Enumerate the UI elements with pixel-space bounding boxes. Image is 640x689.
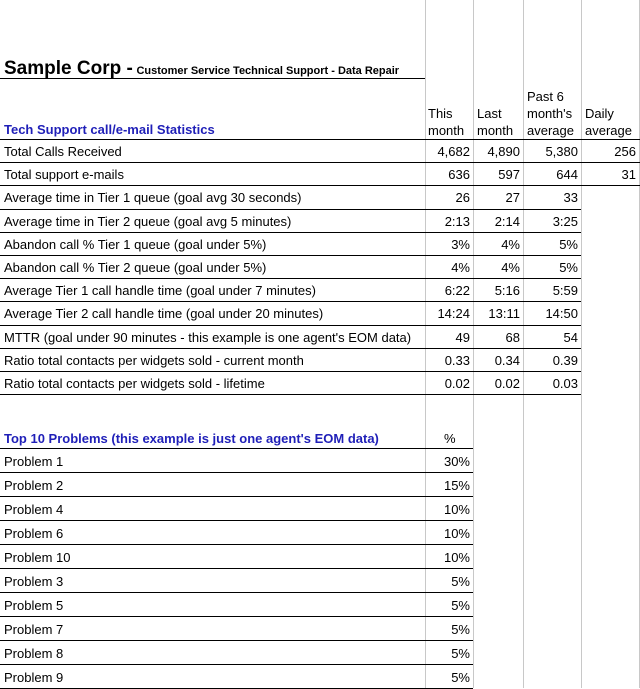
value-cell-last: 5:16	[494, 283, 520, 299]
stats-heading: Tech Support call/e-mail Statistics	[4, 122, 215, 137]
value-cell-past6: 33	[563, 190, 578, 206]
row-divider	[0, 568, 473, 569]
row-label: Abandon call % Tier 2 queue (goal under 5%)	[4, 260, 267, 275]
value-cell-past6: 644	[556, 167, 578, 183]
row-divider	[0, 209, 581, 210]
problem-pct: 15%	[443, 478, 470, 493]
problem-label: Problem 2	[4, 478, 64, 493]
value-cell-this: 0.02	[444, 376, 470, 391]
value-cell-last: 597	[498, 167, 520, 183]
problem-label: Problem 7	[4, 622, 64, 637]
row-divider	[0, 162, 640, 163]
row-label: Total support e-mails	[4, 167, 124, 183]
problem-label: Problem 5	[4, 598, 64, 613]
row-divider	[0, 325, 581, 326]
value-cell-last: 68	[505, 329, 520, 345]
row-label: Ratio total contacts per widgets sold - lifetime	[4, 376, 265, 391]
problem-label: Problem 8	[4, 646, 64, 661]
row-divider	[0, 301, 581, 302]
col-header-last-month: Last month	[477, 106, 514, 138]
value-cell-this: 14:24	[437, 306, 470, 322]
row-label: Ratio total contacts per widgets sold - current month	[4, 352, 304, 368]
row-label: Abandon call % Tier 1 queue (goal under 5%)	[4, 236, 267, 252]
value-cell-past6: 5,380	[545, 144, 578, 159]
value-cell-last: 4%	[501, 236, 520, 252]
problem-pct: 5%	[451, 670, 470, 685]
value-cell-past6: 5:59	[552, 283, 578, 299]
row-divider	[0, 592, 473, 593]
title-underline	[0, 78, 425, 79]
row-label: Average time in Tier 1 queue (goal avg 30 seconds)	[4, 190, 302, 206]
value-cell-this: 3%	[451, 236, 470, 252]
problems-heading: Top 10 Problems (this example is just one agent's EOM data)	[4, 431, 379, 446]
value-cell-past6: 14:50	[545, 306, 578, 322]
row-label: Average time in Tier 2 queue (goal avg 5 minutes)	[4, 213, 292, 229]
row-label: Average Tier 1 call handle time (goal under 7 minutes)	[4, 283, 316, 299]
problem-pct: 5%	[451, 646, 470, 661]
value-cell-past6: 0.03	[552, 376, 578, 391]
value-cell-last: 0.02	[494, 376, 520, 391]
value-cell-this: 0.33	[444, 352, 470, 368]
stats-header-line	[0, 139, 640, 140]
value-cell-this: 26	[455, 190, 470, 206]
value-cell-last: 4%	[501, 260, 520, 275]
problem-pct: 10%	[443, 550, 470, 565]
problem-pct: 5%	[451, 622, 470, 637]
row-divider	[0, 616, 473, 617]
value-cell-last: 4,890	[487, 144, 520, 159]
value-cell-daily: 256	[614, 144, 636, 159]
col-header-past-6-months: Past 6 month's average	[527, 89, 574, 138]
row-divider	[0, 348, 581, 349]
value-cell-this: 4,682	[437, 144, 470, 159]
value-cell-this: 49	[455, 329, 470, 345]
row-divider	[0, 664, 473, 665]
value-cell-daily: 31	[621, 167, 636, 183]
row-divider	[0, 371, 581, 372]
row-divider	[0, 255, 581, 256]
row-divider	[0, 185, 640, 186]
problem-label: Problem 10	[4, 550, 71, 565]
report-subtitle: Customer Service Technical Support - Data Repair	[136, 65, 400, 77]
col-header-daily-average: Daily average	[585, 106, 632, 138]
value-cell-last: 13:11	[488, 306, 520, 322]
value-cell-last: 2:14	[494, 213, 520, 229]
row-divider	[0, 278, 581, 279]
company-name: Sample Corp -	[4, 58, 133, 79]
problem-label: Problem 3	[4, 574, 64, 589]
value-cell-last: 27	[505, 190, 520, 206]
problem-pct: 5%	[451, 598, 470, 613]
problem-pct: 5%	[451, 574, 470, 589]
col-header-this-month: This month	[428, 106, 465, 138]
value-cell-this: 636	[448, 167, 470, 183]
value-cell-past6: 5%	[559, 260, 578, 275]
problems-header-line	[0, 448, 473, 449]
pct-header: %	[444, 431, 456, 446]
value-cell-past6: 54	[563, 329, 578, 345]
problem-label: Problem 6	[4, 526, 64, 541]
row-label: MTTR (goal under 90 minutes - this example is one agent's EOM data)	[4, 329, 412, 345]
row-divider	[0, 232, 581, 233]
value-cell-this: 4%	[451, 260, 470, 275]
row-divider	[0, 520, 473, 521]
row-divider	[0, 394, 581, 395]
row-divider	[0, 472, 473, 473]
row-divider	[0, 496, 473, 497]
row-divider	[0, 640, 473, 641]
row-label: Average Tier 2 call handle time (goal under 20 minutes)	[4, 306, 324, 322]
problem-pct: 10%	[443, 502, 470, 517]
value-cell-past6: 5%	[559, 236, 578, 252]
problem-label: Problem 1	[4, 454, 64, 469]
problem-pct: 10%	[443, 526, 470, 541]
value-cell-past6: 0.39	[552, 352, 578, 368]
problem-label: Problem 9	[4, 670, 64, 685]
row-label: Total Calls Received	[4, 144, 122, 159]
column-divider	[581, 0, 582, 688]
problem-pct: 30%	[443, 454, 470, 469]
problem-label: Problem 4	[4, 502, 64, 517]
value-cell-past6: 3:25	[552, 213, 578, 229]
value-cell-last: 0.34	[494, 352, 520, 368]
value-cell-this: 2:13	[444, 213, 470, 229]
value-cell-this: 6:22	[444, 283, 470, 299]
row-divider	[0, 544, 473, 545]
